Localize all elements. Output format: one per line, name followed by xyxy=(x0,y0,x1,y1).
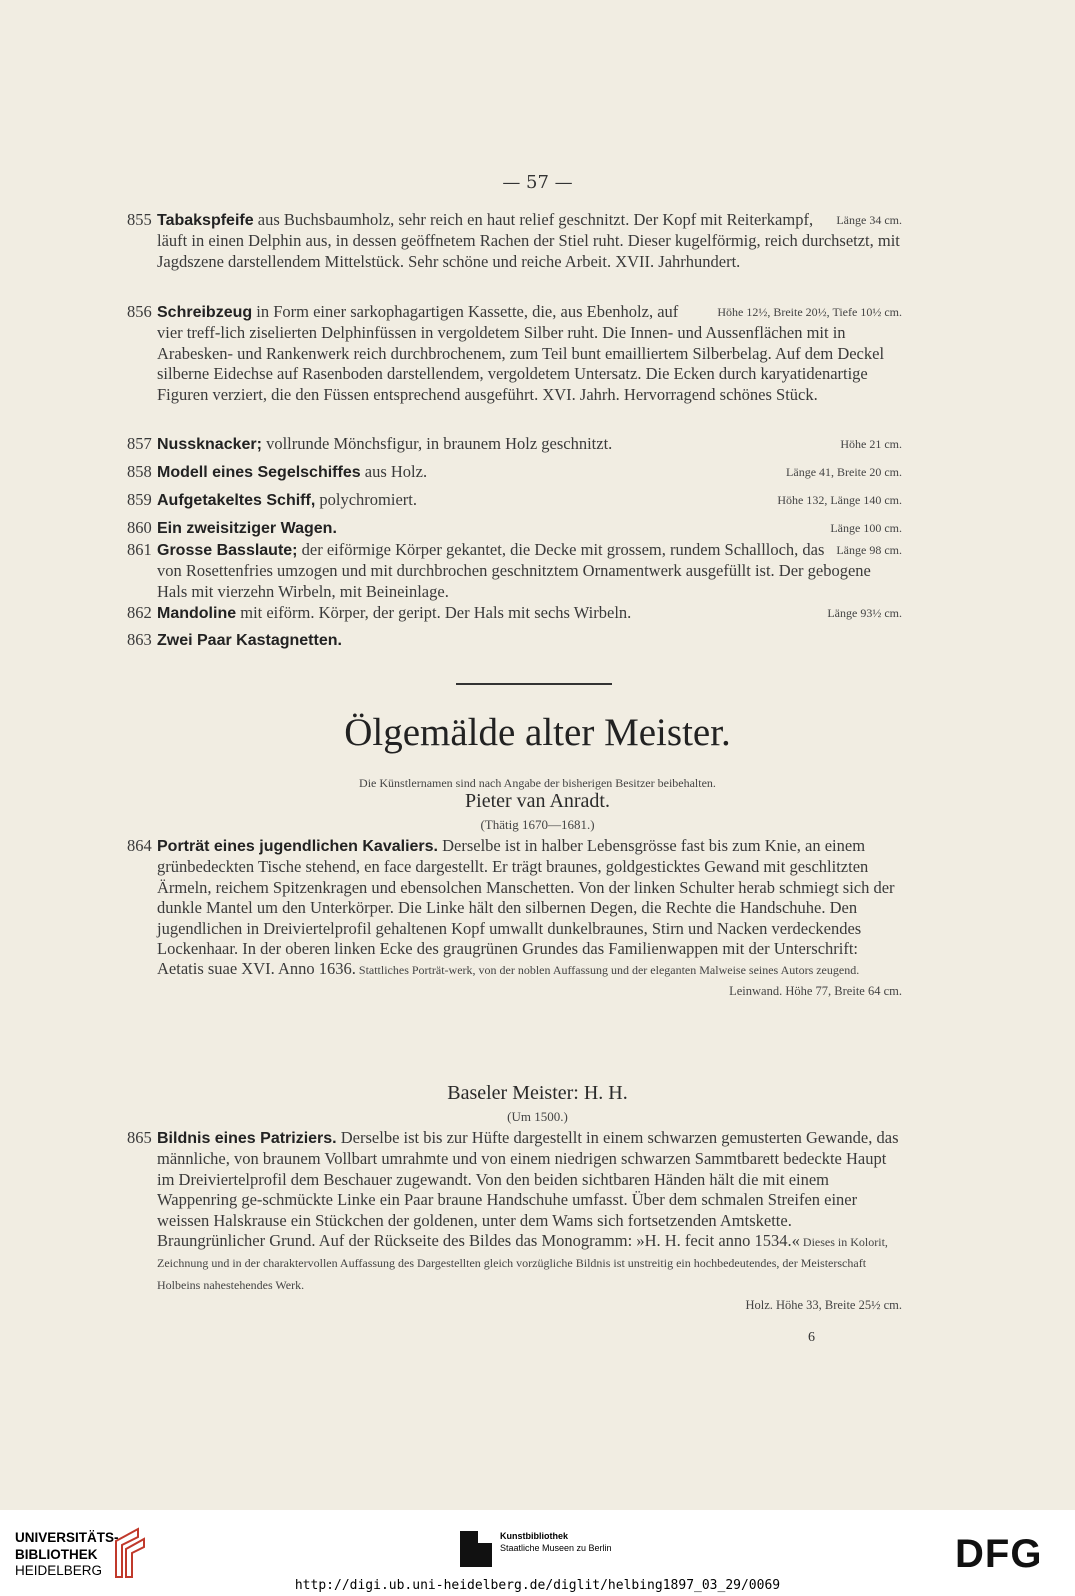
page-number: — 57 — xyxy=(502,172,573,193)
catalog-entry-861 xyxy=(127,540,902,602)
ub-heidelberg-text xyxy=(15,1530,119,1580)
entry-title: Mandoline xyxy=(157,605,237,622)
kb-line-1: Kunstbibliothek xyxy=(500,1531,568,1541)
entry-measure: Holz. Höhe 33, Breite 25½ cm. xyxy=(745,1298,902,1313)
entry-number: 861 xyxy=(127,540,152,559)
entry-measure: Länge 34 cm. xyxy=(836,213,902,227)
entry-title: Bildnis eines Patriziers. xyxy=(157,1130,337,1147)
entry-number: 862 xyxy=(127,603,152,622)
catalog-entry-859 xyxy=(127,490,902,511)
entry-remark: Dieses in Kolorit, Zeichnung und in der charaktervollen Auffassung des Dargestellten gleich vorzügliche Bildnis ist unstreitig ein hochbedeutendes, der Meisterschaft Holbeins nahestehendes Werk. xyxy=(157,1235,888,1292)
ub-line-2: BIBLIOTHEK xyxy=(15,1546,98,1562)
entry-number: 858 xyxy=(127,462,152,481)
artist-name-baseler: Baseler Meister: H. H. xyxy=(447,1082,628,1104)
catalog-entry-862 xyxy=(127,603,902,624)
entry-title: Tabakspfeife xyxy=(157,212,254,229)
entry-number: 857 xyxy=(127,434,152,453)
catalog-entry-863 xyxy=(127,630,902,651)
entry-title: Ein zweisitziger Wagen. xyxy=(157,520,337,537)
entry-title: Grosse Basslaute; xyxy=(157,542,298,559)
entry-text: Derselbe ist bis zur Hüfte dargestellt in einem schwarzen gemusterten Gewande, das männliche, von braunem Vollbart umrahmte und von einem niedrigen schwarzen Sammtbarett bedeckte Haupt im Dreiviertelprofil dem Beschauer zugewandt. Von den beiden sichtbaren Händen hält die mit einem Wappenring ge-schmückte Linke ein Paar braune Handschuhe umfasst. Über dem schmalen Streifen einer weissen Halskrause ein Stückchen der goldenen, unter dem Wams sich fortsetzenden Amtskette. Braungrünlicher Grund. Auf der Rückseite des Bildes das Monogramm: »H. H. fecit anno 1534.« xyxy=(157,1128,899,1251)
entry-measure: Höhe 21 cm. xyxy=(840,437,902,451)
entry-number: 860 xyxy=(127,518,152,537)
entry-number: 856 xyxy=(127,302,152,321)
section-divider xyxy=(456,683,612,685)
entry-number: 865 xyxy=(127,1128,152,1147)
signature-mark: 6 xyxy=(808,1330,815,1345)
ub-logo-icon xyxy=(108,1527,150,1581)
entry-title: Schreibzeug xyxy=(157,304,253,321)
entry-number: 864 xyxy=(127,836,152,855)
entry-text: vollrunde Mönchsfigur, in braunem Holz geschnitzt. xyxy=(261,434,613,453)
catalog-entry-865 xyxy=(127,1128,902,1316)
kunstbibliothek-logo-icon xyxy=(458,1529,494,1569)
ub-line-1: UNIVERSITÄTS- xyxy=(15,1530,119,1545)
kb-line-2: Staatliche Museen zu Berlin xyxy=(500,1543,612,1553)
entry-number: 863 xyxy=(127,630,152,649)
entry-measure: Länge 98 cm. xyxy=(836,543,902,557)
catalog-entry-855 xyxy=(127,210,902,272)
kunstbibliothek-text xyxy=(500,1530,612,1554)
entry-text: der eiförmige Körper gekantet, die Decke mit grossem, rundem Schallloch, das von Rosettenfries umzogen und mit durchbrochen geschnitztem Ornamentwerk ausgefüllt ist. Der gebogene Hals mit vierzehn Wirbeln, mit Beineinlage. xyxy=(157,540,871,601)
entry-text: polychromiert. xyxy=(315,490,417,509)
footer-bar xyxy=(0,1510,1075,1596)
source-url[interactable]: http://digi.ub.uni-heidelberg.de/diglit/helbing1897_03_29/0069 xyxy=(294,1578,781,1593)
artist-name-anradt: Pieter van Anradt. xyxy=(465,790,610,812)
entry-text: aus Buchsbaumholz, sehr reich en haut relief geschnitzt. Der Kopf mit Reiterkampf, läuft in einen Delphin aus, in dessen geöffnetem Rachen der Stiel ruht. Dieser kugelförmig, reich durchsetzt, mit Jagdszene darstellendem Mittelstück. Sehr schöne und reiche Arbeit. XVII. Jahrhundert. xyxy=(157,210,900,271)
catalog-entry-858 xyxy=(127,462,902,483)
section-note: Die Künstlernamen sind nach Angabe der bisherigen Besitzer beibehalten. xyxy=(359,776,716,790)
entry-measure: Höhe 12½, Breite 20½, Tiefe 10½ cm. xyxy=(717,305,902,319)
entry-title: Modell eines Segelschiffes xyxy=(157,464,361,481)
entry-text: mit eiförm. Körper, der geript. Der Hals mit sechs Wirbeln. xyxy=(236,603,632,622)
entry-measure: Höhe 132, Länge 140 cm. xyxy=(777,493,902,507)
ub-line-3: HEIDELBERG xyxy=(15,1563,103,1578)
entry-number: 855 xyxy=(127,210,152,229)
entry-text: Derselbe ist in halber Lebensgrösse fast bis zum Knie, an einem grünbedeckten Tische stehend, en face dargestellt. Er trägt braunes, goldgesticktes Gewand mit geschlitzten Ärmeln, reichem Spitzenkragen und ebensolchen Manschetten. Von der linken Schulter herab schmiegt sich der dunkle Mantel um den Unterkörper. Die Linke hält den silbernen Degen, die Rechte die Handschuhe. Den jugendlichen in Dreiviertelprofil gehaltenen Kopf umwallt dunkelbraunes, Stirn und Nacken verdeckendes Lockenhaar. In der oberen linken Ecke des graugrünen Grundes das Familienwappen mit der Unterschrift: Aetatis suae XVI. Anno 1636. xyxy=(157,836,895,979)
entry-title: Nussknacker; xyxy=(157,436,262,453)
dfg-logo: DFG xyxy=(955,1532,1043,1576)
entry-remark: Stattliches Porträt-werk, von der noblen Auffassung und der eleganten Malweise seines Autors zeugend. xyxy=(355,963,860,978)
catalog-entry-856 xyxy=(127,302,902,405)
entry-title: Porträt eines jugendlichen Kavaliers. xyxy=(157,838,438,855)
entry-title: Aufgetakeltes Schiff, xyxy=(157,492,316,509)
entry-measure: Länge 93½ cm. xyxy=(827,606,902,620)
entry-measure: Länge 100 cm. xyxy=(830,521,902,535)
catalog-entry-860 xyxy=(127,518,902,539)
entry-title: Zwei Paar Kastagnetten. xyxy=(157,632,342,649)
entry-measure: Leinwand. Höhe 77, Breite 64 cm. xyxy=(729,983,902,998)
entry-number: 859 xyxy=(127,490,152,509)
artist-dates-baseler: (Um 1500.) xyxy=(507,1109,568,1124)
entry-text: aus Holz. xyxy=(360,462,428,481)
artist-dates-anradt: (Thätig 1670—1681.) xyxy=(480,817,595,832)
entry-measure: Länge 41, Breite 20 cm. xyxy=(786,465,902,479)
section-title: Ölgemälde alter Meister. xyxy=(344,711,731,754)
catalog-entry-864 xyxy=(127,836,902,1001)
catalog-entry-857 xyxy=(127,434,902,455)
entry-text: in Form einer sarkophagartigen Kassette, die, aus Ebenholz, auf vier treff-lich ziselierten Delphinfüssen in vergoldetem Silber ruht. Die Innen- und Aussenflächen mit in Arabesken- und Rankenwerk reich durchbrochenem, zum Teil bunt emailliertem Silberbelag. Auf dem Deckel silberne Eidechse auf Rasenboden darstellendem, vergoldetem Untersatz. Die Ecken durch karyatidenartige Figuren verziert, die den Füssen entsprechend ausgeführt. XVI. Jahrh. Hervorragend schönes Stück. xyxy=(157,302,885,404)
